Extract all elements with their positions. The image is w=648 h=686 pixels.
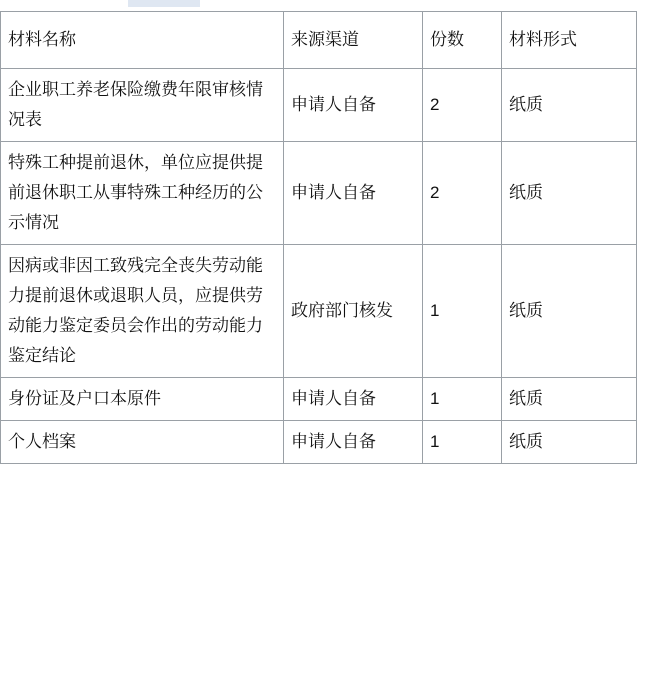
cell-material-name: 企业职工养老保险缴费年限审核情况表 xyxy=(1,69,284,142)
column-header-name: 材料名称 xyxy=(1,12,284,69)
cell-form: 纸质 xyxy=(502,378,637,421)
cell-count: 1 xyxy=(423,421,502,464)
cell-material-name: 特殊工种提前退休，单位应提供提前退休职工从事特殊工种经历的公示情况 xyxy=(1,142,284,245)
cell-count: 1 xyxy=(423,245,502,378)
cell-count: 2 xyxy=(423,142,502,245)
document-sheet xyxy=(0,7,648,464)
table-row xyxy=(1,142,637,245)
cell-source: 申请人自备 xyxy=(284,421,423,464)
column-header-count: 份数 xyxy=(423,12,502,69)
table-row xyxy=(1,421,637,464)
cell-count: 1 xyxy=(423,378,502,421)
cell-source: 申请人自备 xyxy=(284,378,423,421)
cell-form: 纸质 xyxy=(502,421,637,464)
cell-material-name: 身份证及户口本原件 xyxy=(1,378,284,421)
cell-source: 政府部门核发 xyxy=(284,245,423,378)
cell-count: 2 xyxy=(423,69,502,142)
table-header-row xyxy=(1,12,637,69)
column-header-form: 材料形式 xyxy=(502,12,637,69)
cell-form: 纸质 xyxy=(502,69,637,142)
table-row xyxy=(1,69,637,142)
cell-source: 申请人自备 xyxy=(284,69,423,142)
cell-material-name: 个人档案 xyxy=(1,421,284,464)
top-accent-bar xyxy=(128,0,200,7)
table-row xyxy=(1,245,637,378)
column-header-source: 来源渠道 xyxy=(284,12,423,69)
cell-source: 申请人自备 xyxy=(284,142,423,245)
table-row xyxy=(1,378,637,421)
cell-form: 纸质 xyxy=(502,142,637,245)
material-table xyxy=(0,11,637,464)
cell-material-name: 因病或非因工致残完全丧失劳动能力提前退休或退职人员，应提供劳动能力鉴定委员会作出的劳动能力鉴定结论 xyxy=(1,245,284,378)
cell-form: 纸质 xyxy=(502,245,637,378)
